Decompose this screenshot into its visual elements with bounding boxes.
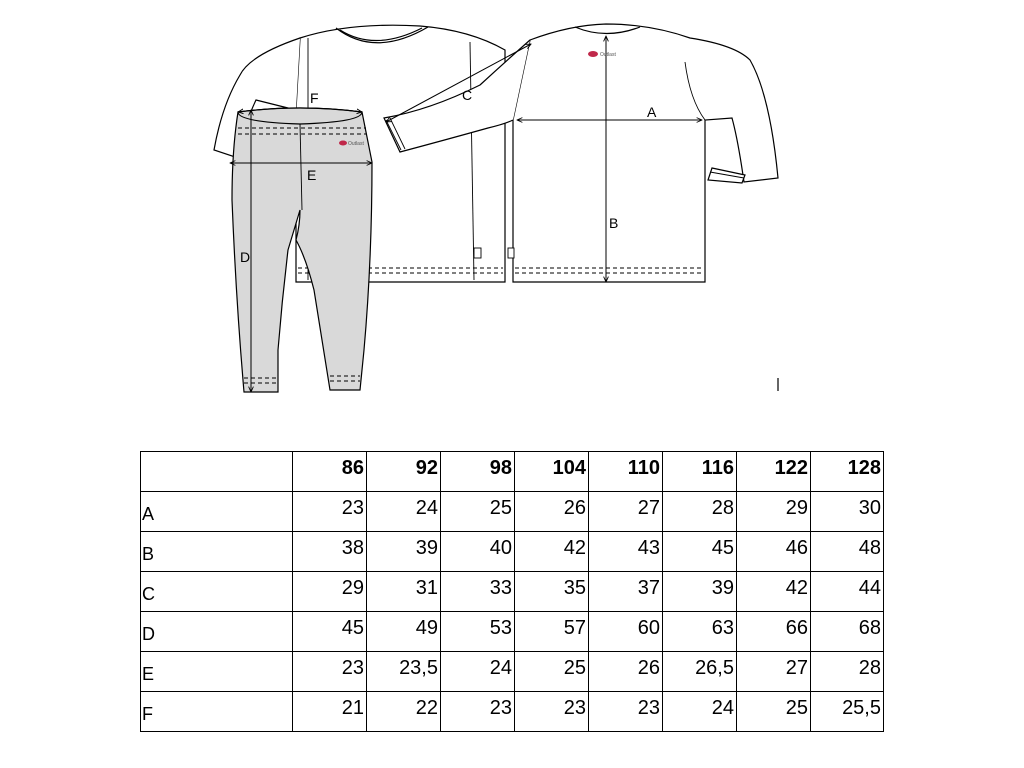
table-cell: 29 (293, 572, 367, 612)
svg-text:Outlast: Outlast (600, 52, 616, 58)
row-label: C (141, 572, 293, 612)
table-cell: 25 (515, 652, 589, 692)
table-cell: 23 (441, 692, 515, 732)
table-cell: 23 (293, 652, 367, 692)
table-cell: 26,5 (663, 652, 737, 692)
table-cell: 27 (589, 492, 663, 532)
label-d: D (240, 249, 251, 265)
table-row (141, 652, 884, 692)
row-label: A (141, 492, 293, 532)
row-label: E (141, 652, 293, 692)
size-header-cell: 116 (663, 452, 737, 492)
size-header-cell: 122 (737, 452, 811, 492)
table-row (141, 692, 884, 732)
table-cell: 40 (441, 532, 515, 572)
table-cell: 53 (441, 612, 515, 652)
table-cell: 25,5 (811, 692, 884, 732)
table-cell: 23 (589, 692, 663, 732)
table-cell: 33 (441, 572, 515, 612)
table-cell: 57 (515, 612, 589, 652)
table-cell: 42 (737, 572, 811, 612)
table-row (141, 492, 884, 532)
table-cell: 45 (663, 532, 737, 572)
table-cell: 23,5 (367, 652, 441, 692)
table-cell: 30 (811, 492, 884, 532)
table-row (141, 612, 884, 652)
label-f: F (310, 90, 319, 106)
table-cell: 24 (367, 492, 441, 532)
table-corner-cell (141, 452, 293, 492)
table-cell: 37 (589, 572, 663, 612)
table-cell: 38 (293, 532, 367, 572)
label-b: B (609, 215, 619, 231)
table-cell: 27 (737, 652, 811, 692)
table-cell: 60 (589, 612, 663, 652)
table-cell: 63 (663, 612, 737, 652)
table-cell: 28 (811, 652, 884, 692)
table-cell: 24 (441, 652, 515, 692)
table-cell: 25 (441, 492, 515, 532)
table-cell: 22 (367, 692, 441, 732)
table-cell: 29 (737, 492, 811, 532)
table-cell: 24 (663, 692, 737, 732)
table-cell: 39 (663, 572, 737, 612)
table-cell: 23 (515, 692, 589, 732)
table-cell: 46 (737, 532, 811, 572)
row-label: B (141, 532, 293, 572)
table-cell: 25 (737, 692, 811, 732)
table-cell: 48 (811, 532, 884, 572)
outlast-logo-icon (588, 51, 616, 58)
table-cell: 49 (367, 612, 441, 652)
table-cell: 23 (293, 492, 367, 532)
table-row (141, 572, 884, 612)
table-cell: 31 (367, 572, 441, 612)
label-a: A (647, 104, 657, 120)
table-cell: 39 (367, 532, 441, 572)
size-header-cell: 92 (367, 452, 441, 492)
table-cell: 21 (293, 692, 367, 732)
label-e: E (307, 167, 317, 183)
table-cell: 45 (293, 612, 367, 652)
table-cell: 68 (811, 612, 884, 652)
size-header-cell: 110 (589, 452, 663, 492)
row-label: F (141, 692, 293, 732)
table-cell: 42 (515, 532, 589, 572)
row-label: D (141, 612, 293, 652)
svg-text:Outlast: Outlast (348, 141, 364, 147)
table-cell: 26 (515, 492, 589, 532)
size-header-cell: 128 (811, 452, 884, 492)
label-c: C (462, 87, 473, 103)
table-cell: 35 (515, 572, 589, 612)
table-row (141, 532, 884, 572)
size-header-cell: 86 (293, 452, 367, 492)
table-cell: 44 (811, 572, 884, 612)
table-header-row (141, 452, 884, 492)
table-cell: 66 (737, 612, 811, 652)
table-cell: 43 (589, 532, 663, 572)
size-header-cell: 98 (441, 452, 515, 492)
pants (232, 108, 372, 392)
size-header-cell: 104 (515, 452, 589, 492)
table-cell: 28 (663, 492, 737, 532)
size-chart-table (140, 451, 884, 732)
table-cell: 26 (589, 652, 663, 692)
